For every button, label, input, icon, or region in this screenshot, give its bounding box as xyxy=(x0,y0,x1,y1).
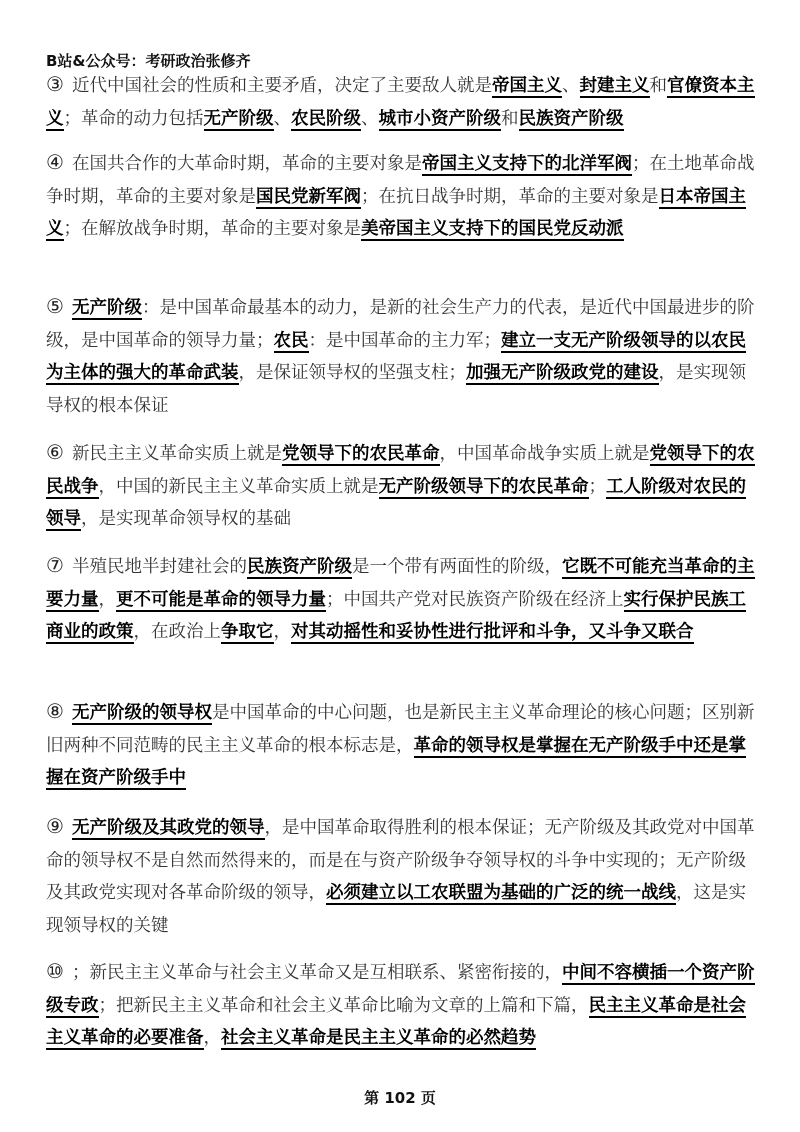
item-text xyxy=(46,553,755,644)
text-segment: ，这是实现领导权的关键 xyxy=(46,883,746,936)
key-term: 必须建立以工农联盟为基础的广泛的统一战线 xyxy=(326,883,676,903)
item-number: ③ xyxy=(46,72,64,96)
text-segment: ：是中国革命的主力军； xyxy=(308,330,501,351)
key-term: 加强无产阶级政党的建设 xyxy=(466,363,659,383)
text-segment: ， xyxy=(203,1028,221,1048)
list-item-8 xyxy=(46,697,760,795)
text-segment: ；中国共产党对民族资产阶级在经济上 xyxy=(326,589,624,610)
key-term: 美帝国主义支持下的国民党反动派 xyxy=(361,219,624,239)
text-segment: ，在政治上 xyxy=(133,622,221,642)
text-segment: 是一个带有两面性的阶级， xyxy=(352,557,562,577)
item-number: ④ xyxy=(46,150,64,174)
key-term: 建立一支无产阶级领导的以农民为主体的强大的革命武装 xyxy=(46,330,746,383)
text-segment: ，是实现革命领导权的基础 xyxy=(81,509,291,529)
text-segment: ， xyxy=(98,589,116,610)
item-text xyxy=(46,699,755,790)
text-segment: ，中国革命战争实质上就是 xyxy=(439,444,650,464)
list-item-5 xyxy=(46,292,760,422)
item-number: ⑤ xyxy=(46,294,64,318)
key-term: 城市小资产阶级 xyxy=(378,108,501,129)
text-segment: ，中国的新民主主义革命实质上就是 xyxy=(98,476,379,497)
key-term: 民族资产阶级 xyxy=(518,108,624,129)
key-term: 帝国主义 xyxy=(492,76,562,96)
list-item-6 xyxy=(46,438,760,536)
key-term: 农民阶级 xyxy=(291,108,361,129)
page-number: 第 102 页 xyxy=(364,1089,436,1107)
text-segment: 和 xyxy=(649,76,667,96)
key-term: 无产阶级领导下的农民革命 xyxy=(378,476,589,497)
text-segment: ；在抗日战争时期，革命的主要对象是 xyxy=(361,186,659,207)
text-segment: 、 xyxy=(562,76,580,96)
key-term: 民族资产阶级 xyxy=(247,557,352,577)
item-number: ⑨ xyxy=(46,814,64,838)
text-segment: ，是中国革命取得胜利的根本保证；无产阶级及其政党对中国革命的领导权不是自然而然得来的，而是在与资产阶级争夺领导权的斗争中实现的；无产阶级及其政党实现对各革命阶级的领导， xyxy=(46,818,755,903)
text-segment: 在国共合作的大革命时期，革命的主要对象是 xyxy=(72,154,422,174)
key-term: 党领导下的农民战争 xyxy=(46,444,755,497)
key-term: 日本帝国主义 xyxy=(46,186,746,239)
text-segment: 、 xyxy=(273,108,291,129)
item-number: ⑩ xyxy=(46,959,64,983)
text-segment: ；在解放战争时期，革命的主要对象是 xyxy=(63,219,361,239)
key-term: 无产阶级及其政党的领导 xyxy=(72,818,265,838)
key-term: 无产阶级的领导权 xyxy=(72,703,212,723)
item-text xyxy=(46,72,755,131)
key-term: 社会主义革命是民主主义革命的必然趋势 xyxy=(221,1028,536,1048)
list-item-7 xyxy=(46,551,760,649)
key-term: 民主主义革命是社会主义革命的必要准备 xyxy=(46,995,746,1048)
item-text xyxy=(46,294,755,416)
key-term: 无产阶级 xyxy=(203,108,274,129)
item-number: ⑥ xyxy=(46,440,64,464)
text-segment: 新民主主义革命实质上就是 xyxy=(72,444,282,464)
item-text xyxy=(46,440,755,531)
key-term: 官僚资本主义 xyxy=(46,76,755,129)
key-term: 工人阶级对农民的领导 xyxy=(46,476,746,529)
text-segment: ；革命的动力包括 xyxy=(63,108,204,129)
item-text xyxy=(46,814,755,936)
item-text xyxy=(46,959,755,1050)
item-text xyxy=(46,150,755,241)
text-segment: ，是实现领导权的根本保证 xyxy=(46,363,746,416)
text-segment: 是中国革命的中心问题，也是新民主主义革命理论的核心问题；区别新旧两种不同范畴的民主主义革命的根本标志是， xyxy=(46,703,755,756)
text-segment: ；把新民主主义革命和社会主义革命比喻为文章的上篇和下篇， xyxy=(98,995,589,1016)
page-header: B站&公众号：考研政治张修齐 xyxy=(46,52,251,70)
key-term: 帝国主义支持下的北洋军阀 xyxy=(422,154,632,174)
key-term: 国民党新军阀 xyxy=(256,186,361,207)
list-item-9 xyxy=(46,812,760,942)
text-segment: ； xyxy=(588,476,606,497)
text-segment: ；在土地革命战争时期，革命的主要对象是 xyxy=(46,154,755,207)
text-segment: 半殖民地半封建社会的 xyxy=(72,557,247,577)
text-segment: 近代中国社会的性质和主要矛盾，决定了主要敌人就是 xyxy=(72,76,492,96)
key-term: 实行保护民族工商业的政策 xyxy=(46,589,746,642)
text-segment: 和 xyxy=(501,108,519,129)
text-segment: ：是中国革命最基本的动力，是新的社会生产力的代表，是近代中国最进步的阶级，是中国革命的领导力量； xyxy=(46,298,755,351)
text-segment: ，是保证领导权的坚强支柱； xyxy=(238,363,466,383)
list-item-3 xyxy=(46,70,760,135)
item-number: ⑦ xyxy=(46,553,64,577)
text-segment: ， xyxy=(273,622,291,642)
key-term: 农民 xyxy=(273,330,309,351)
item-number: ⑧ xyxy=(46,699,64,723)
key-term: 它既不可能充当革命的主要力量 xyxy=(46,557,755,610)
key-term: 更不可能是革命的领导力量 xyxy=(116,589,326,610)
text-segment: ；新民主主义革命与社会主义革命又是互相联系、紧密衔接的， xyxy=(72,963,562,983)
key-term: 对其动摇性和妥协性进行批评和斗争，又斗争又联合 xyxy=(291,622,694,642)
text-segment: 、 xyxy=(361,108,379,129)
key-term: 中间不容横插一个资产阶级专政 xyxy=(46,963,755,1016)
key-term: 革命的领导权是掌握在无产阶级手中还是掌握在资产阶级手中 xyxy=(46,735,746,788)
key-term: 封建主义 xyxy=(579,76,650,96)
key-term: 争取它 xyxy=(221,622,274,642)
list-item-10 xyxy=(46,957,760,1055)
key-term: 无产阶级 xyxy=(72,298,142,318)
list-item-4 xyxy=(46,148,760,246)
key-term: 党领导下的农民革命 xyxy=(282,444,440,464)
